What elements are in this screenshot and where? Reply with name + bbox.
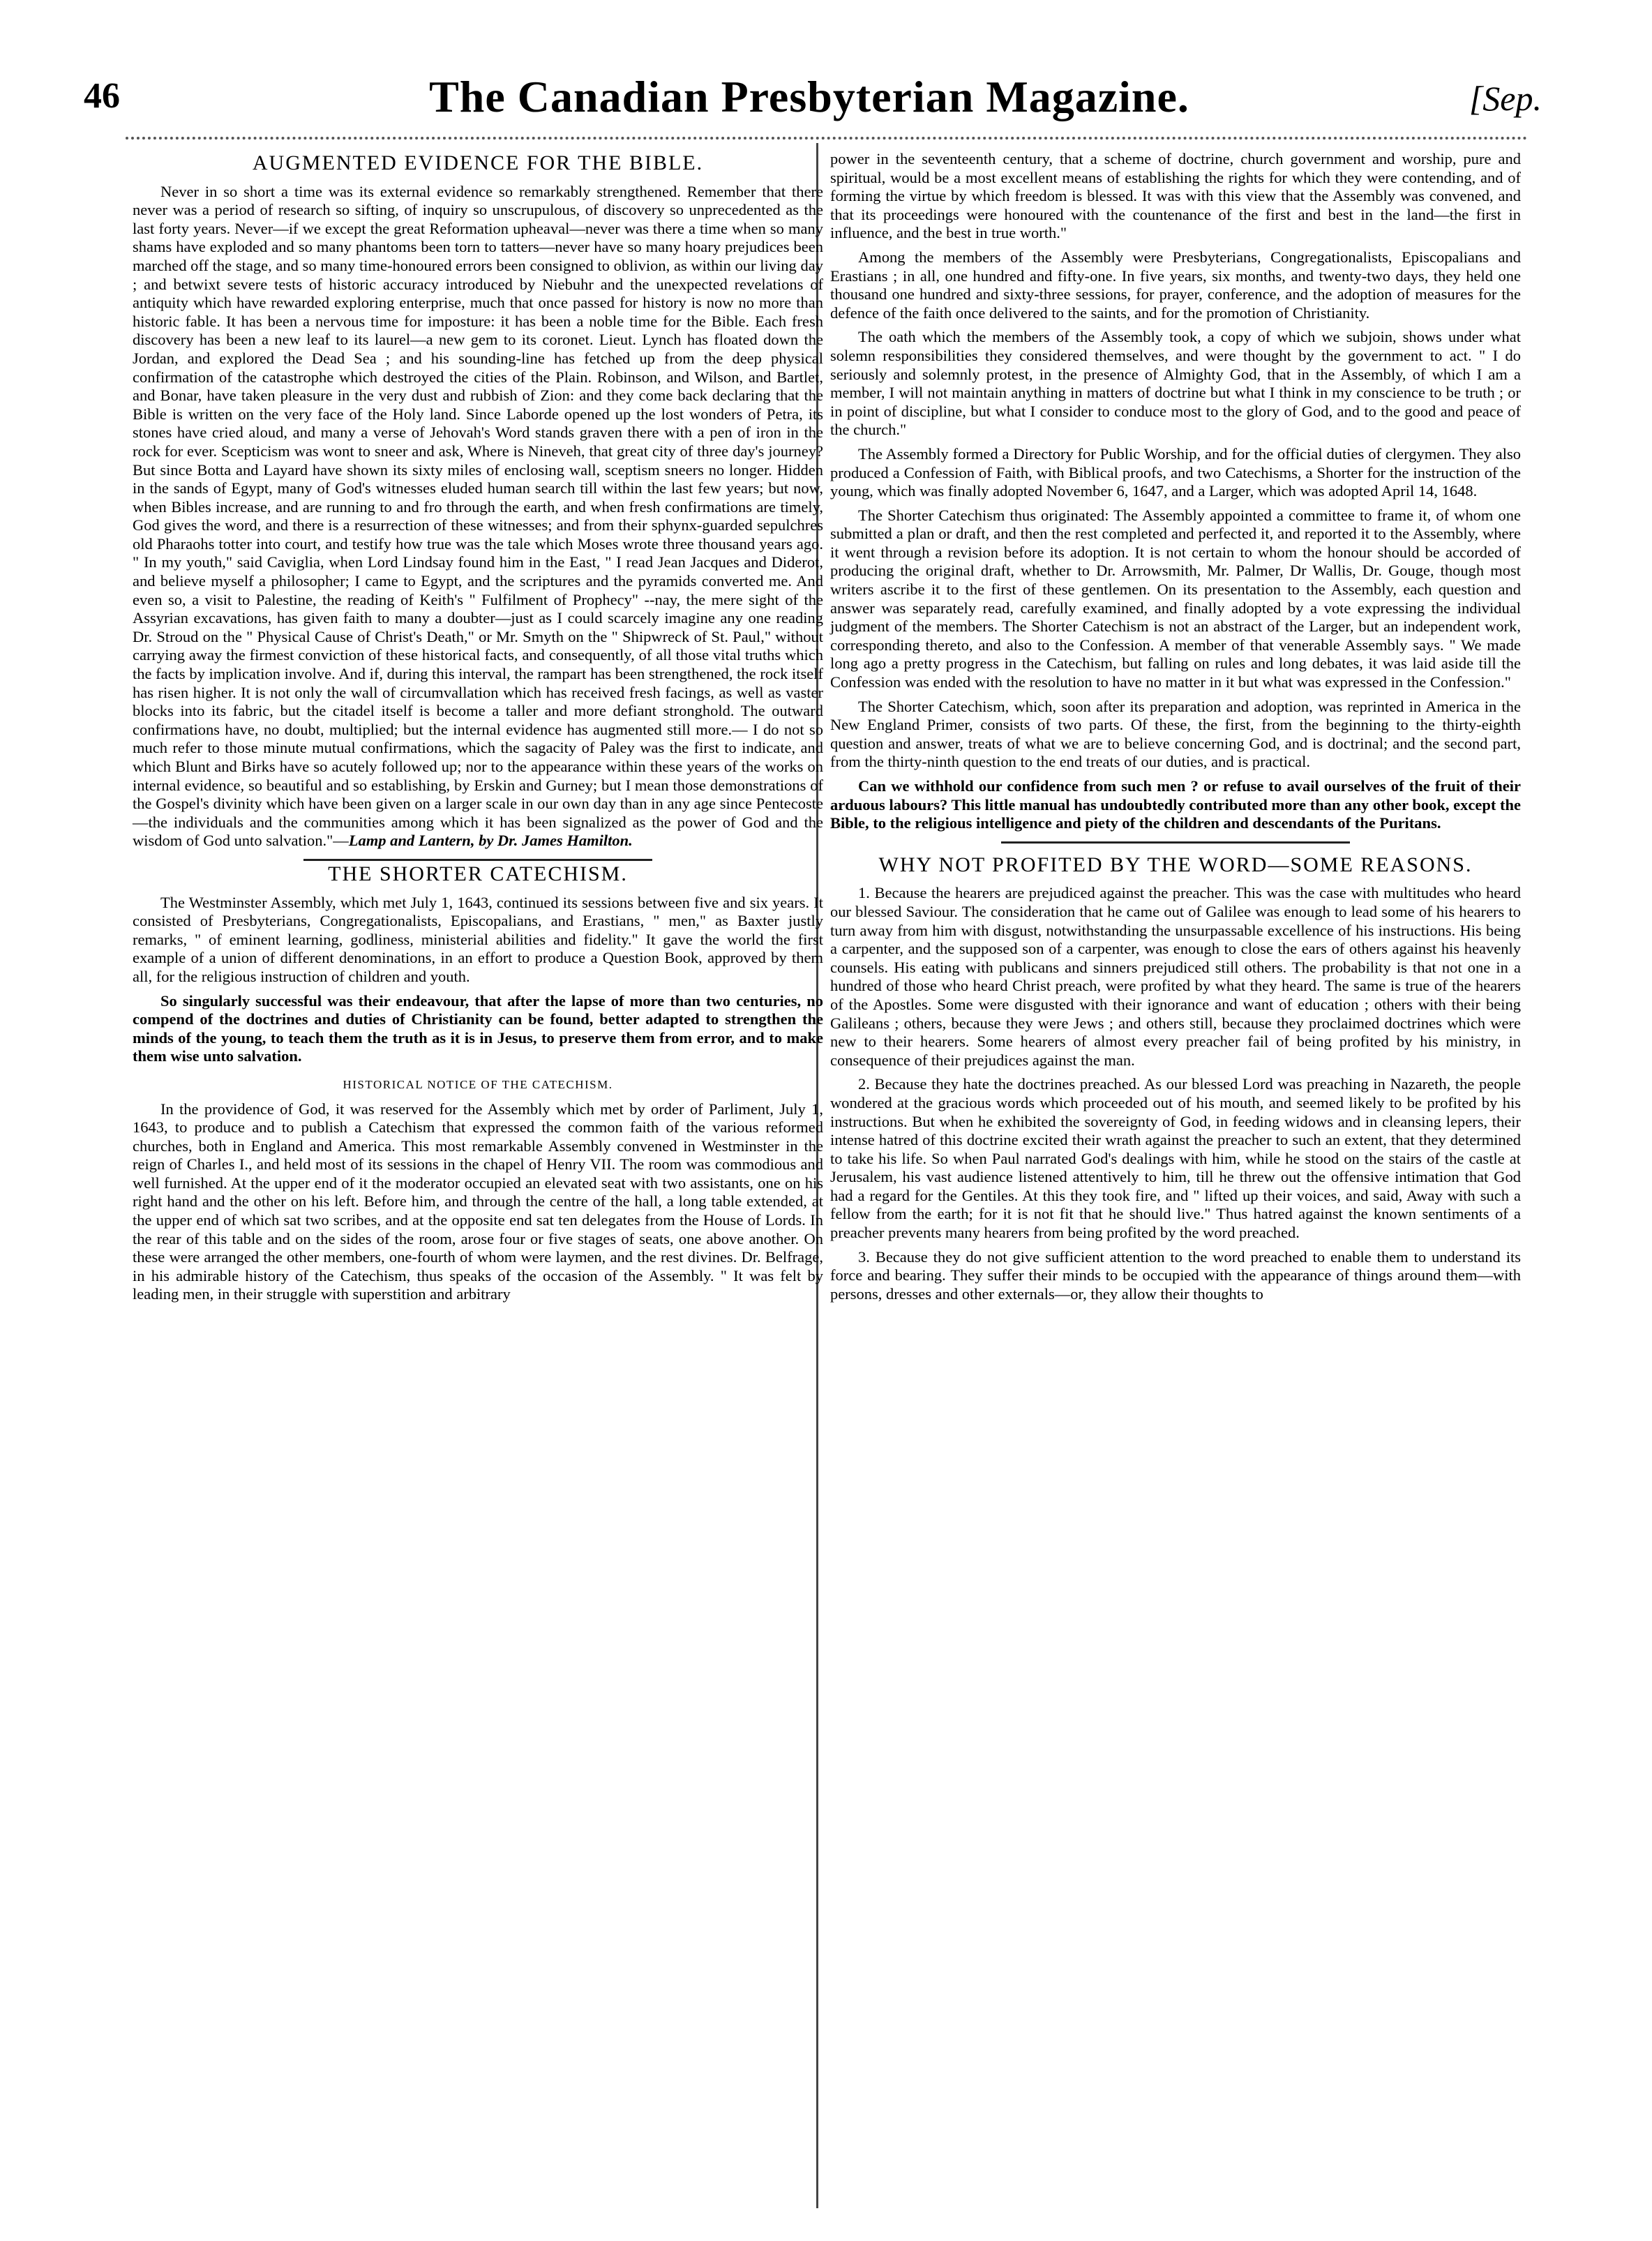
citation: Lamp and Lantern, by Dr. James Hamilton. — [348, 832, 633, 850]
paragraph-text: Never in so short a time was its external evidence so remarkably strengthened. Remember that there never was a period of research so sifting, of inquiry so unscrupulous, of discovery so unprecedented as the last forty years. Never—if we except the great Reformation upheaval—never was there a time when so many shams have exploded and so many phantoms been torn to tatters—never have so many hoary prejudices been marched off the stage, and so many time-honoured errors been consigned to oblivion, as within our living day ; and betwixt severe tests of historic accuracy introduced by Niebuhr and the unexpected revelations of antiquity which have rewarded exploring enterprise, much that once passed for history is now no more than historic fable. It has been a nervous time for imposture: it has been a noble time for the Bible. Each fresh discovery has been a new leaf to its laurel—a new gem to its coronet. Lieut. Lynch has floated down the Jordan, and explored the Dead Sea ; and his sounding-line has fetched up from the deep physical confirmation of the catastrophe which destroyed the cities of the Plain. Robinson, and Wilson, and Bartlet, and Bonar, have taken pleasure in the very dust and rubbish of Zion: and they come back declaring that the Bible is written on the very face of the Holy land. Since Laborde opened up the lost wonders of Petra, its stones have cried aloud, and many a verse of Jehovah's Word stands graven there with a pen of iron in the rock for ever. Scepticism was wont to sneer and ask, Where is Nineveh, that great city of three day's journey? But since Botta and Layard have shown its sixty miles of enclosing wall, sceptism sneers no longer. Hidden in the sands of Egypt, many of God's witnesses eluded human search till within the last few years; but now, when Bibles increase, and are running to and fro through the earth, and when fresh confirmations are timely, God gives the word, and there is a resurrection of these witnesses; and from their sphynx-guarded sepulchres old Pharaohs totter into court, and testify how true was the tale which Moses wrote three thousand years ago. " In my youth," said Caviglia, when Lord Lindsay found him in the East, " I read Jean Jacques and Diderot, and believe myself a philosopher; I came to Egypt, and the scriptures and the pyramids converted me. And even so, a visit to Palestine, the reading of Keith's " Fulfilment of Prophecy" --nay, the mere sight of the Assyrian excavations, has given faith to many a doubter—just as I could scarcely imagine any one reading Dr. Stroud on the " Physical Cause of Christ's Death," or Mr. Smyth on the " Shipwreck of St. Paul," without carrying away the firmest conviction of these historical facts, and consequently, of all those vital truths which the facts by implication involve. And if, during this interval, the rampart has been strengthened, the rock itself has risen higher. It is not only the wall of circumvallation which has received fresh facings, as well as vaster blocks into its fabric, but the citadel itself is become a taller and more defiant stronghold. The outward confirmations have, no doubt, multiplied; but the internal evidence has augmented still more.— I do not so much refer to those minute mutual confirmations, which the sagacity of Paley was the first to indicate, and which Blunt and Birks have so acutely followed up; nor to the appearance within these years of the works on internal evidence, so beautiful and so establishing, by Erskin and Gurney; but I mean those demonstrations of the Gospel's divinity which have been given on a larger scale in our own day than in any age since Pentecoste—the individuals and the communities among which it has been signalized as the power of God and the wisdom of God unto salvation."— — [133, 182, 823, 850]
article-paragraph: The Westminster Assembly, which met July 1, 1643, continued its sessions between five and six years. It consisted of Presbyterians, Congregationalists, Episcopalians, and Erastians, " men," as Baxter justly remarks, " of eminent learning, godliness, ministerial abilities and fidelity." It gave the world the first example of a union of different denominations, in an effort to produce a Question Book, approved by them all, for the religious instruction of children and youth. — [133, 893, 823, 985]
article-title-why-not-profited: WHY NOT PROFITED BY THE WORD—SOME REASONS. — [878, 853, 1473, 876]
header-date: [Sep. — [1469, 79, 1542, 118]
section-separator — [1001, 841, 1350, 844]
article-paragraph: The oath which the members of the Assembly took, a copy of which we subjoin, shows under what solemn responsibilities they considered themselves, and were thought by the government to act. " I do seriously and solemnly protest, in the presence of Almighty God, that in the Assembly, of which I am a member, I will not maintain anything in matters of doctrine but what I think in my conscience to be truth ; or in point of discipline, but what I consider to conduce most to the glory of God, and to the good and peace of the church." — [830, 328, 1521, 439]
page-header — [77, 72, 1542, 131]
right-column — [830, 150, 1521, 1309]
article-paragraph: power in the seventeenth century, that a scheme of doctrine, church government and worship, pure and spiritual, would be a most excellent means of establishing the rights for which they were contending, and of forming the virtue by which freedom is blessed. It was with this view that the Assembly was convened, and that its proceedings were honoured with the countenance of the first and best in the land—the first in influence, and the best in true worth." — [830, 150, 1521, 242]
article-paragraph: So singularly successful was their endeavour, that after the lapse of more than two centuries, no compend of the doctrines and duties of Christianity can be found, better adapted to strengthen the minds of the young, to teach them the truth as it is in Jesus, to preserve them from error, and to make them wise unto salvation. — [133, 991, 823, 1065]
left-column — [133, 150, 823, 1310]
article-paragraph: Can we withhold our confidence from such men ? or refuse to avail ourselves of the fruit of their arduous labours? This little manual has undoubtedly contributed more than any other book, except the Bible, to the religious intelligence and piety of the children and descendants of the Puritans. — [830, 777, 1521, 832]
article-paragraph: 2. Because they hate the doctrines preached. As our blessed Lord was preaching in Nazareth, the people wondered at the gracious words which proceeded out of his mouth, and seemed likely to be profited by his instructions. But when he exhibited the sovereignty of God, in feeding widows and in cleansing lepers, their intense hatred of this doctrine excited their wrath against the preacher to such an extent, that they determined to take his life. So when Paul narrated God's dealings with him, while he stood on the stairs of the castle at Jerusalem, his vast audience listened attentively to him, till he threw out the offensive intimation that God had a regard for the Gentiles. At this they took fire, and " lifted up their voices, and said, Away with such a fellow from the earth; for it is not fit that he should live." Thus hatred against the known sentiments of a preacher prevents many hearers from being profited by the word preached. — [830, 1075, 1521, 1242]
subheading-historical-notice: HISTORICAL NOTICE OF THE CATECHISM. — [343, 1077, 613, 1091]
article-paragraph: In the providence of God, it was reserved for the Assembly which met by order of Parliment, July 1, 1643, to produce and to publish a Catechism that expressed the common faith of the various reformed churches, both in England and America. This most remarkable Assembly convened in Westminster in the reign of Charles I., and held most of its sessions in the chapel of Henry VII. The room was commodious and well furnished. At the upper end of it the moderator occupied an elevated seat with two assistants, one on his right hand and the other on his left. Before him, and through the centre of the hall, a long table extended, at the upper end of which sat two scribes, and at the opposite end sat ten delegates from the House of Lords. In the rear of this table and on the sides of the room, arose four or five stages of seats, one above another. On these were arranged the other members, one-fourth of whom were laymen, and the rest divines. Dr. Belfrage, in his admirable history of the Catechism, thus speaks of the occasion of the Assembly. " It was felt by leading men, in their struggle with superstition and arbitrary — [133, 1100, 823, 1303]
article-paragraph: 3. Because they do not give sufficient attention to the word preached to enable them to understand its force and bearing. They suffer their minds to be occupied with the appearance of things around them—with persons, dresses and other externals—or, they allow their thoughts to — [830, 1247, 1521, 1303]
article-paragraph: Among the members of the Assembly were Presbyterians, Congregationalists, Episcopalians and Erastians ; in all, one hundred and fifty-one. In five years, six months, and twenty-two days, they held one thousand one hundred and sixty-three sessions, for prayer, conference, and the adoption of measures for the defence of the faith once delivered to the saints, and for the promotion of Christianity. — [830, 248, 1521, 322]
masthead-title: The Canadian Presbyterian Magazine. — [429, 72, 1189, 121]
page-number: 46 — [84, 76, 120, 116]
article-paragraph: 1. Because the hearers are prejudiced against the preacher. This was the case with multitudes who heard our blessed Saviour. The consideration that he came out of Galilee was enough to lead some of his hearers to turn away from him with disgust, notwithstanding the unsurpassable excellence of his instructions. His being a carpenter, and the supposed son of a carpenter, was enough to close the ears of others against his heavenly counsels. His eating with publicans and sinners prejudiced still others. The probability is that not one in a hundred of those who heard Christ preach, were profited by what they heard. The same is true of the hearers of the Apostles. Some were disgusted with their ignorance and want of education ; others with their being Galileans ; others, because they were Jews ; and others still, because they proclaimed doctrines which were new to their hearers. Some hearers of almost every preacher fail of being profited by his ministry, in consequence of their prejudices against the man. — [830, 884, 1521, 1069]
article-title-shorter-catechism: THE SHORTER CATECHISM. — [328, 862, 628, 885]
article-paragraph — [133, 183, 823, 850]
article-paragraph: The Shorter Catechism, which, soon after its preparation and adoption, was reprinted in America in the New England Primer, consists of two parts. Of these, the first, from the beginning to the thirty-eighth question and answer, treats of what we are to believe concerning God, and is doctrinal; and the second part, from the thirty-ninth question to the end treats of our duties, and is practical. — [830, 697, 1521, 771]
header-rule — [126, 137, 1528, 140]
article-title-augmented-evidence: AUGMENTED EVIDENCE FOR THE BIBLE. — [252, 151, 704, 174]
article-paragraph: The Assembly formed a Directory for Public Worship, and for the official duties of clergymen. They also produced a Confession of Faith, with Biblical proofs, and two Catechisms, a Shorter for the instruction of the young, which was finally adopted November 6, 1647, and a Larger, which was adopted April 14, 1648. — [830, 444, 1521, 500]
section-separator — [303, 859, 652, 861]
article-paragraph: The Shorter Catechism thus originated: The Assembly appointed a committee to frame it, of whom one submitted a plan or draft, and then the rest completed and perfected it, and reported it to the Assembly, where it went through a revision before its adoption. It is not certain to whom the honour should be accorded of producing the original draft, whether to Dr. Arrowsmith, Mr. Palmer, Dr Wallis, Dr. Gouge, though most writers ascribe it to the first of these gentlemen. On its presentation to the Assembly, each question and answer was separately read, carefully examined, and finally adopted by a vote expressing the individual judgment of the members. The Shorter Catechism is not an abstract of the Larger, but an independent work, corresponding thereto, and also to the Confession. A member of that venerable Assembly says. " We made long ago a pretty progress in the Catechism, but falling on rules and long debates, it was laid aside till the Confession was ended with the resolution to have no matter in it but what was expressed in the Confession." — [830, 506, 1521, 691]
